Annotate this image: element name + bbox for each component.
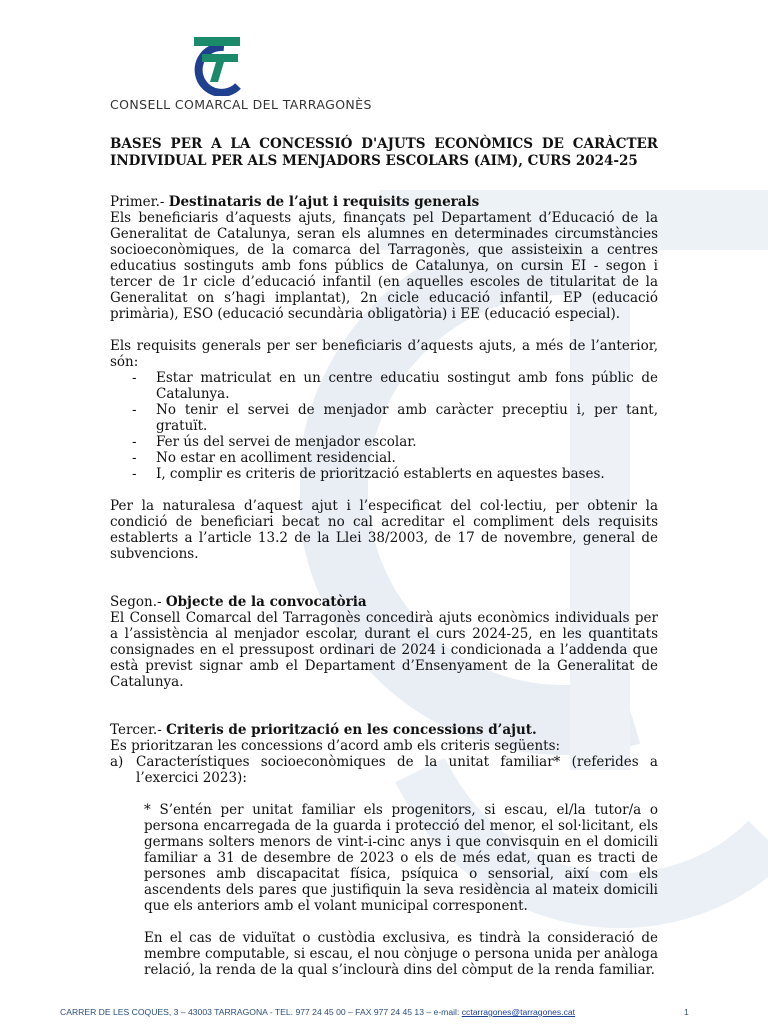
consell-comarcal-logo bbox=[188, 34, 244, 96]
criterion-text: Característiques socioeconòmiques de la unitat familiar* (referides a l’exercici 2023): bbox=[136, 754, 658, 786]
section-number: Primer.- bbox=[110, 194, 169, 210]
paragraph: Els requisits generals per ser beneficiaris d’aquests ajuts, a més de l’anterior, són: bbox=[110, 338, 658, 370]
criterion-a bbox=[110, 754, 658, 786]
paragraph: Els beneficiaris d’aquests ajuts, finançats pel Departament d’Educació de la Generalitat de Catalunya, seran els alumnes en determinades circumstàncies socioeconòmiques, de la comarca del Tarragonès, que assisteixin a centres educatius sostinguts amb fons públics de Catalunya, on cursin EI - segon i tercer de 1r cicle d’educació infantil (en aquelles escoles de titularitat de la Generalitat on s’hagi implantat), 2n cicle educació infantil, EP (educació primària), ESO (educació secundària obligatòria) i EE (educació especial). bbox=[110, 210, 658, 322]
list-item: - No estar en acolliment residencial. bbox=[110, 450, 658, 466]
section-number: Segon.- bbox=[110, 594, 166, 610]
section-second bbox=[110, 594, 658, 690]
paragraph: Per la naturalesa d’aquest ajut i l’especificat del col·lectiu, per obtenir la condició de beneficiari becat no cal acreditar el compliment dels requisits establerts a l’article 13.2 de la Llei 38/2003, de 17 de novembre, general de subvencions. bbox=[110, 498, 658, 562]
section-heading bbox=[110, 194, 658, 210]
document-title: BASES PER A LA CONCESSIÓ D'AJUTS ECONÒMICS DE CARÀCTER INDIVIDUAL PER ALS MENJADORS ESCOLARS (AIM), CURS 2024-25 bbox=[110, 136, 658, 169]
section-title: Destinataris de l’ajut i requisits generals bbox=[168, 194, 480, 210]
list-item: - No tenir el servei de menjador amb caràcter preceptiu i, per tant, gratuït. bbox=[110, 402, 658, 434]
list-item: - Estar matriculat en un centre educatiu sostingut amb fons públic de Catalunya. bbox=[110, 370, 658, 402]
footnote-paragraph: * S’entén per unitat familiar els progenitors, si escau, el/la tutor/a o persona encarregada de la guarda i protecció del menor, el sol·licitant, els germans solters menors de vint-i-cinc anys i que convisquin en el domicili familiar a 31 de desembre de 2023 o els de més edat, quan es tracti de persones amb discapacitat física, psíquica o sensorial, així com els ascendents dels pares que justifiquin la seva residència al mateix domicili que els anteriors amb el volant municipal corresponent. bbox=[144, 802, 658, 914]
footnote-paragraph: En el cas de viduïtat o custòdia exclusiva, es tindrà la consideració de membre computable, si escau, el nou cònjuge o persona unida per anàloga relació, la renda de la qual s’inclourà dins del còmput de la renda familiar. bbox=[144, 930, 658, 978]
list-item: - Fer ús del servei de menjador escolar. bbox=[110, 434, 658, 450]
section-title: Objecte de la convocatòria bbox=[165, 594, 367, 610]
org-name: CONSELL COMARCAL DEL TARRAGONÈS bbox=[110, 97, 372, 112]
section-first bbox=[110, 194, 658, 562]
section-number: Tercer.- bbox=[110, 722, 167, 738]
section-heading bbox=[110, 722, 658, 738]
section-third bbox=[110, 722, 658, 978]
criterion-label: a) bbox=[110, 754, 124, 770]
paragraph: El Consell Comarcal del Tarragonès concedirà ajuts econòmics individuals per a l’assistència al menjador escolar, durant el curs 2024-25, en les quantitats consignades en el pressupost ordinari de 2024 i condicionada a l’addenda que està previst signar amb el Departament d’Ensenyament de la Generalitat de Catalunya. bbox=[110, 610, 658, 690]
footer-address-line bbox=[60, 1007, 575, 1017]
section-heading bbox=[110, 594, 658, 610]
document-body bbox=[110, 194, 658, 978]
page-number: 1 bbox=[684, 1007, 689, 1017]
paragraph: Es prioritzaran les concessions d’acord amb els criteris següents: bbox=[110, 738, 561, 754]
requirements-list bbox=[110, 370, 658, 482]
footer-address: CARRER DE LES COQUES, 3 – 43003 TARRAGONA - TEL. 977 24 45 00 – FAX 977 24 45 13 – e-mail: bbox=[60, 1007, 462, 1017]
footer-email-link[interactable]: cctarragones@tarragones.cat bbox=[461, 1007, 576, 1017]
section-title: Criteris de priorització en les concessions d’ajut. bbox=[166, 722, 537, 738]
list-item: - I, complir es criteris de priorització establerts en aquestes bases. bbox=[110, 466, 658, 482]
